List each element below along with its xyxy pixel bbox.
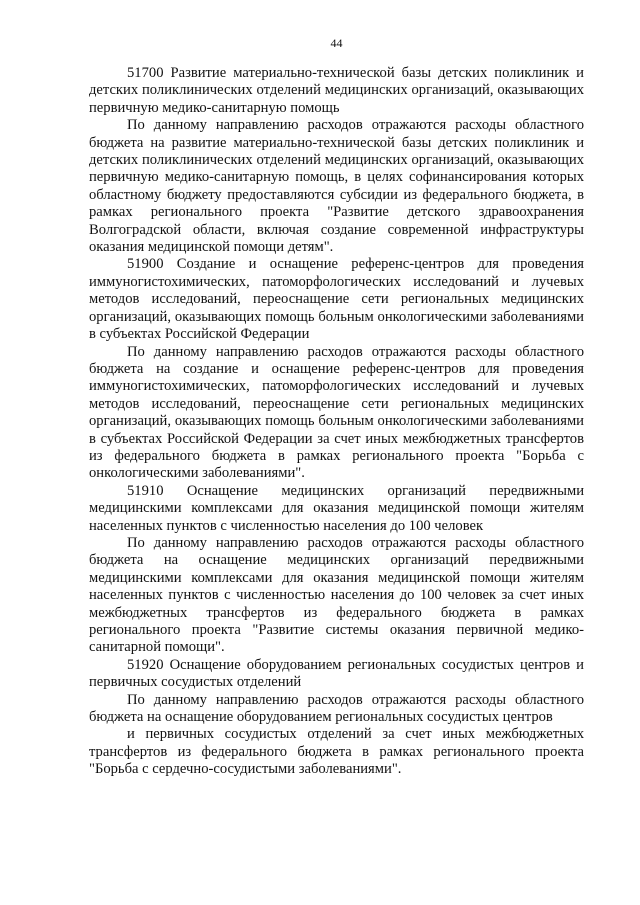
section-body-51900: По данному направлению расходов отражаются расходы областного бюджета на создание и оснащение референс-центров для проведения иммуногистохимических, патоморфологических исследований и лучевых методов исследований, переоснащение сети региональных медицинских организаций, оказывающих помощь больным онкологическими заболеваниями в субъектах Российской Федерации за счет иных межбюджетных трансфертов из федерального бюджета в рамках регионального проекта "Борьба с онкологическими заболеваниями". — [89, 343, 584, 482]
section-heading-51900: 51900 Создание и оснащение референс-центров для проведения иммуногистохимических, патоморфологических исследований и лучевых методов исследований, переоснащение сети региональных медицинских организаций, оказывающих помощь больным онкологическими заболеваниями в субъектах Российской Федерации — [89, 256, 584, 343]
section-body-51920-continued: и первичных сосудистых отделений за счет иных межбюджетных трансфертов из федерального бюджета в рамках регионального проекта "Борьба с сердечно-сосудистыми заболеваниями". — [89, 726, 584, 778]
section-heading-51700: 51700 Развитие материально-технической базы детских поликлиник и детских поликлинических отделений медицинских организаций, оказывающих первичную медико-санитарную помощь — [89, 65, 584, 116]
section-body-51700: По данному направлению расходов отражаются расходы областного бюджета на развитие материально-технической базы детских поликлиник и детских поликлинических отделений медицинских организаций, оказывающих первичную медико-санитарную помощь, в целях софинансирования которых областному бюджету предоставляются субсидии из федерального бюджета, в рамках регионального проекта "Развитие детского здравоохранения Волгоградской области, включая создание современной инфраструктуры оказания медицинской помощи детям". — [89, 117, 584, 256]
section-body-51920: По данному направлению расходов отражаются расходы областного бюджета на оснащение оборудованием региональных сосудистых центров — [89, 691, 584, 726]
section-heading-51910: 51910 Оснащение медицинских организаций передвижными медицинскими комплексами для оказания медицинской помощи жителям населенных пунктов с численностью населения до 100 человек — [89, 482, 584, 534]
section-body-51910: По данному направлению расходов отражаются расходы областного бюджета на оснащение медицинских организаций передвижными медицинскими комплексами для оказания медицинской помощи жителям населенных пунктов с численностью населения до 100 человек за счет иных межбюджетных трансфертов из федерального бюджета в рамках регионального проекта "Развитие системы оказания первичной медико-санитарной помощи". — [89, 534, 584, 656]
page-number: 44 — [330, 36, 343, 50]
document-page — [89, 36, 584, 779]
section-heading-51920: 51920 Оснащение оборудованием региональных сосудистых центров и первичных сосудистых отделений — [89, 656, 584, 691]
